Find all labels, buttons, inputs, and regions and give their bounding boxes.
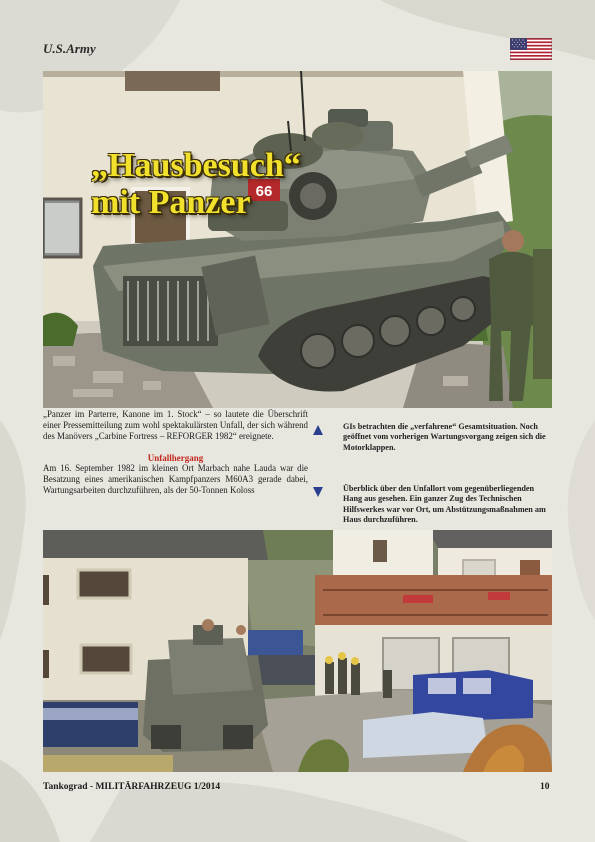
- article-subhead: Unfallhergang: [147, 452, 204, 463]
- caption-top-text: GIs betrachten die „verfahrene“ Gesamtsituation. Noch geöffnet vom vorherigen Wartungsvorgang zeigen sich die Motorklappen.: [343, 422, 546, 452]
- roof-left-house: [43, 530, 268, 560]
- balcony: [315, 575, 552, 625]
- us-flag-icon: [510, 38, 552, 60]
- article-column: [43, 409, 308, 496]
- headline-line2: mit Panzer: [91, 184, 251, 221]
- bottom-photo-accident-overview: [43, 530, 552, 772]
- section-label: U.S.Army: [43, 41, 96, 56]
- article-body: Am 16. September 1982 im kleinen Ort Marbach nahe Lauda war die Besatzung eines amerikanischen Kampfpanzers M60A3 gerade dabei, Wartungsarbeiten durchzuführen, als der 50-Tonnen Koloss: [43, 462, 308, 496]
- arrow-down-icon: [313, 487, 323, 497]
- main-photo-tank-in-house: [43, 71, 552, 408]
- tank-marking: 66: [255, 183, 273, 200]
- caption-top: [313, 422, 553, 453]
- article-intro: „Panzer im Parterre, Kanone im 1. Stock“ – so lautete die Überschrift einer Pressemitteilung zum wohl spektakulärsten Unfall, der sich während des Manövers „Carbine Fortress – REFORGER 1982“ ereignete.: [43, 409, 308, 442]
- caption-bottom-text: Überblick über den Unfallort vom gegenüberliegenden Hang aus gesehen. Ein ganzer Zug des Technischen Hilfswerkes war vor Ort, um Abstützungsmaßnahmen am Haus durchzuführen.: [343, 484, 546, 524]
- headline: [91, 147, 301, 221]
- footer-publication: Tankograd - MILITÄRFAHRZEUG 1/2014: [43, 782, 221, 792]
- headline-line1: „Hausbesuch“: [91, 147, 301, 184]
- page-number: 10: [540, 782, 550, 792]
- caption-bottom: [313, 484, 553, 525]
- arrow-up-icon: [313, 425, 323, 435]
- soldier-figure: [489, 230, 552, 401]
